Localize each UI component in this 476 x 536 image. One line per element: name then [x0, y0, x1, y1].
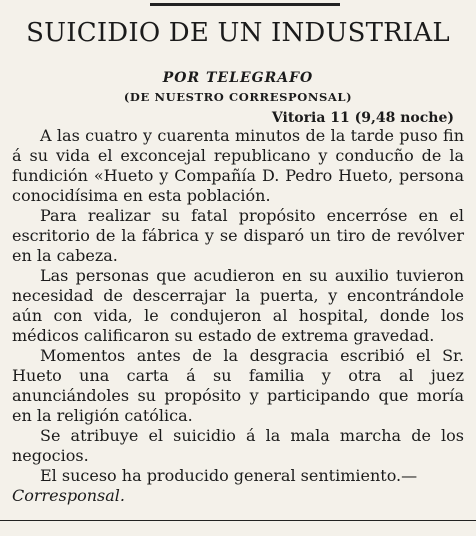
paragraph: A las cuatro y cuarenta minutos de la tarde puso fin á su vida el exconcejal republicano y conducño de la fundición «Hueto y Compañía D. Pedro Hueto, persona conocidísima en esta población. [12, 126, 464, 205]
top-rule [150, 3, 340, 6]
paragraph: Momentos antes de la desgracia escribió el Sr. Hueto una carta á su familia y otra al juez anunciándoles su propósito y participando que moría en la religión católica. [12, 346, 464, 425]
signature: Corresponsal. [12, 486, 125, 505]
place-time: Vitoria 11 (9,48 noche) [271, 110, 454, 126]
closing-text: El suceso ha producido general sentimiento.— [40, 466, 418, 485]
paragraph: Las personas que acudieron en su auxilio tuvieron necesidad de descerrajar la puerta, y encontrándole aún con vida, le condujeron al hospital, donde los médicos calificaron su estado de extrema gravedad. [12, 266, 464, 345]
closing-paragraph [12, 466, 464, 506]
dateline-telegraph: POR TELEGRAFO [162, 70, 314, 86]
headline [0, 18, 476, 48]
headline-text: SUICIDIO DE UN INDUSTRIAL [26, 18, 450, 48]
dateline-correspondent: (DE NUESTRO CORRESPONSAL) [123, 90, 353, 104]
paragraph: Para realizar su fatal propósito encerróse en el escritorio de la fábrica y se disparó un tiro de revólver en la cabeza. [12, 206, 464, 265]
paragraph: Se atribuye el suicidio á la mala marcha de los negocios. [12, 426, 464, 465]
bottom-rule [0, 520, 476, 521]
article-body [12, 126, 464, 506]
